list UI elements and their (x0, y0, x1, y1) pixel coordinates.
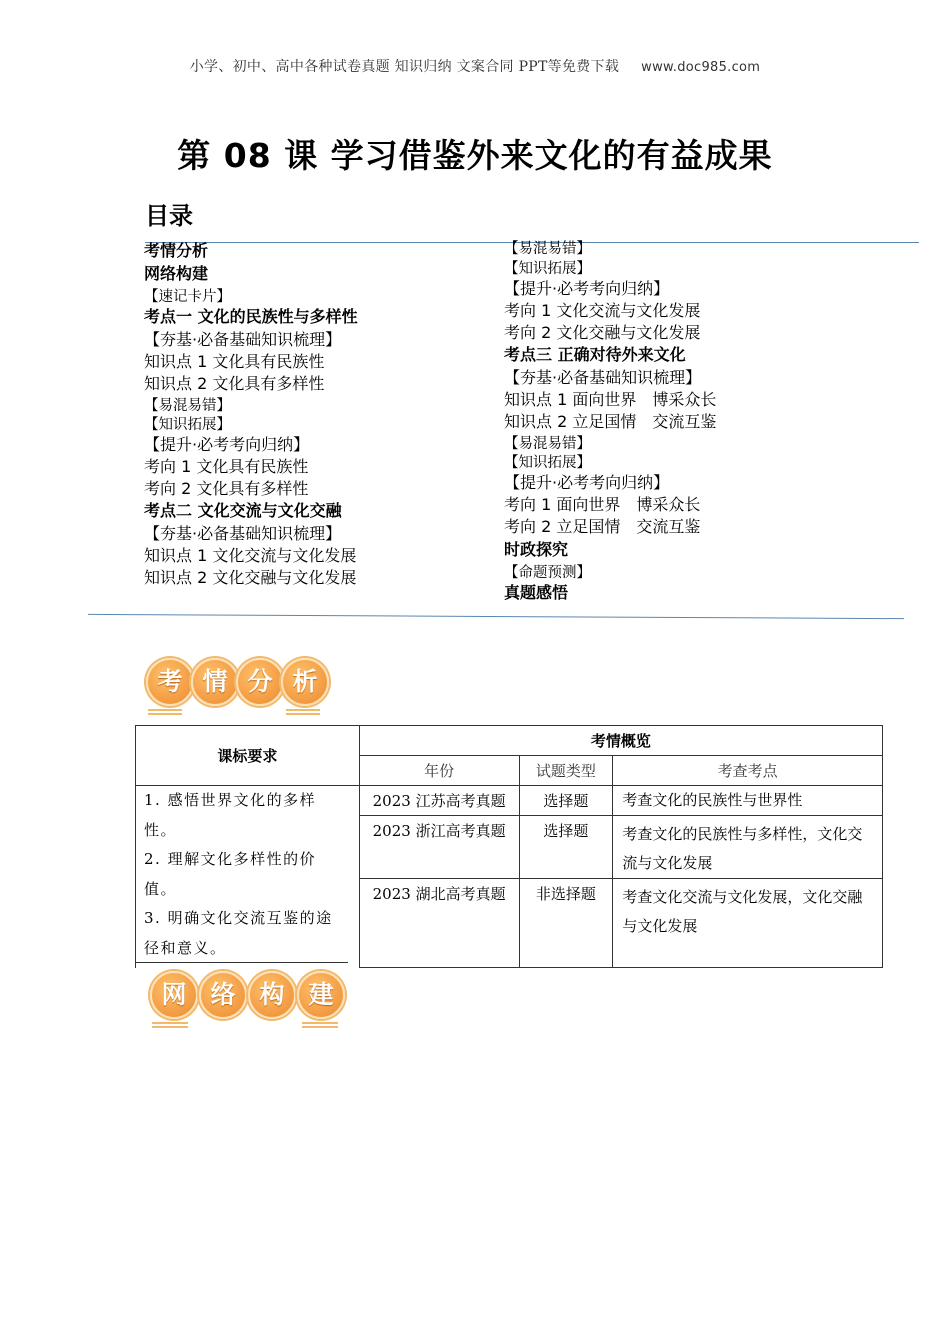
table-row-type: 非选择题 (519, 879, 613, 968)
toc-item[interactable]: 考向 2 立足国情 交流互鉴 (504, 517, 701, 536)
toc-item[interactable]: 考点二 文化交流与文化交融 (144, 501, 342, 520)
toc-item[interactable]: 【提升·必考考向归纳】 (504, 473, 670, 492)
network-banner (150, 971, 340, 1033)
banner-char: 析 (281, 658, 329, 706)
requirement-line: 1. 感悟世界文化的多样 (144, 791, 317, 809)
page-title: 第 08 课 学习借鉴外来文化的有益成果 (177, 136, 773, 175)
toc-item[interactable]: 考向 2 文化交融与文化发展 (504, 323, 701, 342)
toc-item[interactable]: 知识点 2 立足国情 交流互鉴 (504, 412, 717, 431)
toc-item[interactable]: 考点一 文化的民族性与多样性 (144, 307, 358, 326)
toc-item[interactable]: 时政探究 (504, 540, 569, 559)
sub-header-type: 试题类型 (519, 756, 613, 786)
toc-bottom-rule (88, 614, 904, 619)
toc-item[interactable]: 【知识拓展】 (504, 261, 591, 277)
banner-char: 构 (248, 971, 296, 1019)
toc-item[interactable]: 【知识拓展】 (504, 455, 591, 471)
table-row-type: 选择题 (519, 786, 613, 816)
toc-item[interactable]: 考向 1 文化交流与文化发展 (504, 301, 701, 320)
banner-char: 建 (297, 971, 345, 1019)
requirement-line: 径和意义。 (144, 938, 227, 957)
table-row-type: 选择题 (519, 816, 613, 879)
table-row-points: 考查文化交流与文化发展，文化交融与文化发展 (613, 879, 883, 968)
toc-item[interactable]: 考向 2 文化具有多样性 (144, 479, 309, 498)
toc-heading: 目录 (145, 202, 193, 230)
toc-item[interactable]: 【提升·必考考向归纳】 (504, 279, 670, 298)
toc-item[interactable]: 知识点 1 面向世界 博采众长 (504, 390, 717, 409)
toc-item[interactable]: 网络构建 (144, 264, 209, 283)
toc-item[interactable]: 知识点 1 文化具有民族性 (144, 352, 325, 371)
toc-item[interactable]: 【易混易错】 (144, 398, 231, 414)
table-row-year: 2023 浙江高考真题 (359, 816, 519, 879)
toc-item[interactable]: 考向 1 面向世界 博采众长 (504, 495, 701, 514)
col-overview-header: 考情概览 (359, 726, 882, 756)
toc-item[interactable]: 【命题预测】 (504, 565, 591, 581)
toc-item[interactable]: 知识点 2 文化交融与文化发展 (144, 568, 357, 587)
exam-overview-table (135, 725, 883, 968)
requirements-bottom-border (135, 962, 348, 963)
toc-item[interactable]: 【知识拓展】 (144, 417, 231, 433)
banner-char: 考 (146, 658, 194, 706)
toc-item[interactable]: 【夯基·必备基础知识梳理】 (504, 368, 702, 387)
banner-char: 分 (236, 658, 284, 706)
table-row-year: 2023 江苏高考真题 (359, 786, 519, 816)
toc-item[interactable]: 【夯基·必备基础知识梳理】 (144, 330, 342, 349)
exam-analysis-banner (146, 658, 326, 720)
toc-item[interactable]: 考向 1 文化具有民族性 (144, 457, 309, 476)
banner-char: 情 (191, 658, 239, 706)
table-row-points: 考查文化的民族性与世界性 (613, 786, 883, 816)
toc-item[interactable]: 【夯基·必备基础知识梳理】 (144, 524, 342, 543)
header-site[interactable]: www.doc985.com (641, 60, 761, 75)
toc-item[interactable]: 【速记卡片】 (144, 289, 231, 305)
sub-header-year: 年份 (359, 756, 519, 786)
page-header (0, 56, 950, 76)
header-text: 小学、初中、高中各种试卷真题 知识归纳 文案合同 PPT等免费下载 (189, 59, 620, 75)
banner-char: 网 (150, 971, 198, 1019)
requirement-line: 性。 (144, 820, 178, 839)
toc-item[interactable]: 【易混易错】 (504, 241, 591, 257)
banner-char: 络 (199, 971, 247, 1019)
toc-item[interactable]: 知识点 2 文化具有多样性 (144, 374, 325, 393)
toc-item[interactable]: 【易混易错】 (504, 436, 591, 452)
toc-item[interactable]: 考点三 正确对待外来文化 (504, 345, 686, 364)
table-row-points: 考查文化的民族性与多样性，文化交流与文化发展 (613, 816, 883, 879)
col-requirements-header: 课标要求 (136, 726, 360, 786)
table-row-year: 2023 湖北高考真题 (359, 879, 519, 968)
requirement-line: 3. 明确文化交流互鉴的途 (144, 909, 333, 927)
requirement-line: 2. 理解文化多样性的价 (144, 850, 317, 868)
sub-header-points: 考查考点 (613, 756, 883, 786)
requirements-cell (136, 786, 360, 968)
toc-item[interactable]: 真题感悟 (504, 583, 569, 602)
toc-item[interactable]: 知识点 1 文化交流与文化发展 (144, 546, 357, 565)
toc-item[interactable]: 考情分析 (144, 241, 209, 260)
requirement-line: 值。 (144, 879, 178, 898)
toc-item[interactable]: 【提升·必考考向归纳】 (144, 435, 310, 454)
